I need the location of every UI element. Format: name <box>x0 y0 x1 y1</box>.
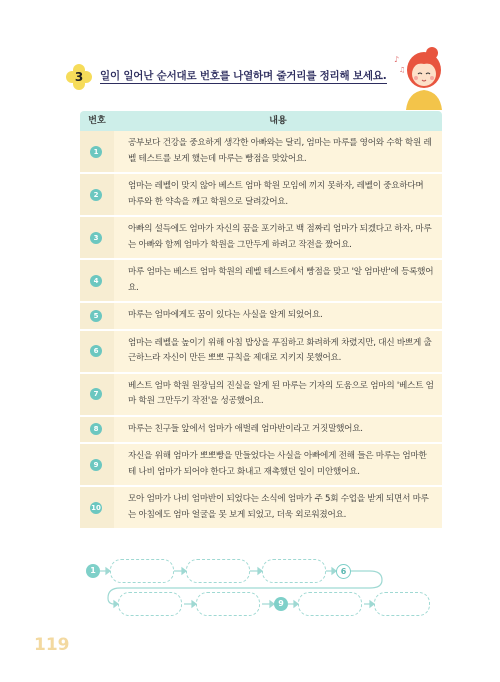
answer-box-4[interactable] <box>118 592 182 616</box>
svg-text:♫: ♫ <box>399 66 406 74</box>
table-row <box>80 487 442 530</box>
table-row <box>80 303 442 331</box>
answer-box-1[interactable] <box>110 559 174 583</box>
answer-box-6[interactable] <box>298 592 362 616</box>
row-number-badge: 6 <box>90 345 102 357</box>
row-number-cell <box>80 331 114 372</box>
question-text: 일이 일어난 순서대로 번호를 나열하며 줄거리를 정리해 보세요. <box>100 70 387 82</box>
page-number: 119 <box>34 635 70 655</box>
flow-node-start: 1 <box>86 564 100 578</box>
row-number-cell <box>80 303 114 329</box>
row-number-cell <box>80 374 114 415</box>
row-number-badge: 5 <box>90 310 102 322</box>
row-text: 자신을 위해 엄마가 뽀뽀빵을 만들었다는 사실을 아빠에게 전해 들은 마루는 엄마한테 나비 엄마가 되어야 한다고 화내고 재촉했던 일이 미안했어요. <box>128 451 427 477</box>
table-row <box>80 417 442 445</box>
question-header <box>66 62 406 92</box>
row-text: 아빠의 설득에도 엄마가 자신의 꿈을 포기하고 백 점짜리 엄마가 되겠다고 하자, 마루는 아빠와 함께 엄마가 학원을 그만두게 하려고 작전을 짰어요. <box>128 224 432 250</box>
row-number-badge: 4 <box>90 275 102 287</box>
row-number-cell <box>80 260 114 301</box>
row-number-cell <box>80 131 114 172</box>
girl-illustration <box>392 40 448 110</box>
svg-text:♪: ♪ <box>394 55 400 64</box>
answer-box-3[interactable] <box>262 559 326 583</box>
answer-box-2[interactable] <box>186 559 250 583</box>
row-text: 공부보다 건강을 중요하게 생각한 아빠와는 달리, 엄마는 마루를 영어와 수학 학원 레벨 테스트를 보게 했는데 마루는 빵점을 맞았어요. <box>128 138 432 164</box>
row-text: 마루 엄마는 베스트 엄마 학원의 레벨 테스트에서 빵점을 맞고 '알 엄마반'에 등록했어요. <box>128 267 434 293</box>
answer-box-5[interactable] <box>196 592 260 616</box>
row-text: 마루는 친구들 앞에서 엄마가 애벌레 엄마반이라고 거짓말했어요. <box>128 423 363 434</box>
row-number-badge: 3 <box>90 232 102 244</box>
row-number-cell <box>80 487 114 528</box>
sequence-flow <box>70 552 430 632</box>
table-body <box>80 131 442 530</box>
table-row <box>80 260 442 303</box>
table-header <box>80 111 442 131</box>
row-text: 엄마는 레벨이 맞지 않아 베스트 엄마 학원 모임에 끼지 못하자, 레벨이 중요하다며 마루와 한 약속을 깨고 학원으로 달려갔어요. <box>128 181 424 207</box>
row-number-badge: 7 <box>90 388 102 400</box>
row-number-badge: 9 <box>90 459 102 471</box>
table-row <box>80 217 442 260</box>
row-text: 엄마는 레벨을 높이기 위해 아침 밥상을 푸짐하고 화려하게 차렸지만, 대신 바쁘게 출근하느라 자신이 만든 뽀뽀 규칙을 제대로 지키지 못했어요. <box>128 337 432 363</box>
row-number-badge: 10 <box>91 503 101 512</box>
answer-box-7[interactable] <box>374 592 430 616</box>
header-number: 번호 <box>88 116 106 126</box>
question-number-badge <box>66 64 92 90</box>
row-number-badge: 2 <box>90 189 102 201</box>
table-row <box>80 374 442 417</box>
row-text: 베스트 엄마 학원 원장님의 진실을 알게 된 마루는 기자의 도움으로 엄마의 '베스트 엄마 학원 그만두기 작전'을 성공했어요. <box>128 380 434 406</box>
table-row <box>80 174 442 217</box>
story-events-table <box>80 111 442 530</box>
row-number-badge: 8 <box>90 423 102 435</box>
table-row <box>80 444 442 487</box>
row-text: 모아 엄마가 나비 엄마반이 되었다는 소식에 엄마가 주 5회 수업을 받게 되면서 마루는 아침에도 엄마 얼굴을 못 보게 되었고, 더욱 외로워졌어요. <box>128 494 429 520</box>
flow-node-row2-mid: 9 <box>274 597 288 611</box>
row-number-cell <box>80 417 114 443</box>
row-text: 마루는 엄마에게도 꿈이 있다는 사실을 알게 되었어요. <box>128 310 323 320</box>
row-number-badge: 1 <box>90 146 102 158</box>
question-number: 3 <box>74 70 84 84</box>
header-content: 내용 <box>269 116 287 126</box>
flow-node-row1-end: 6 <box>336 564 351 579</box>
table-row <box>80 131 442 174</box>
row-number-cell <box>80 217 114 258</box>
table-row <box>80 331 442 374</box>
row-number-cell <box>80 444 114 485</box>
row-number-cell <box>80 174 114 215</box>
